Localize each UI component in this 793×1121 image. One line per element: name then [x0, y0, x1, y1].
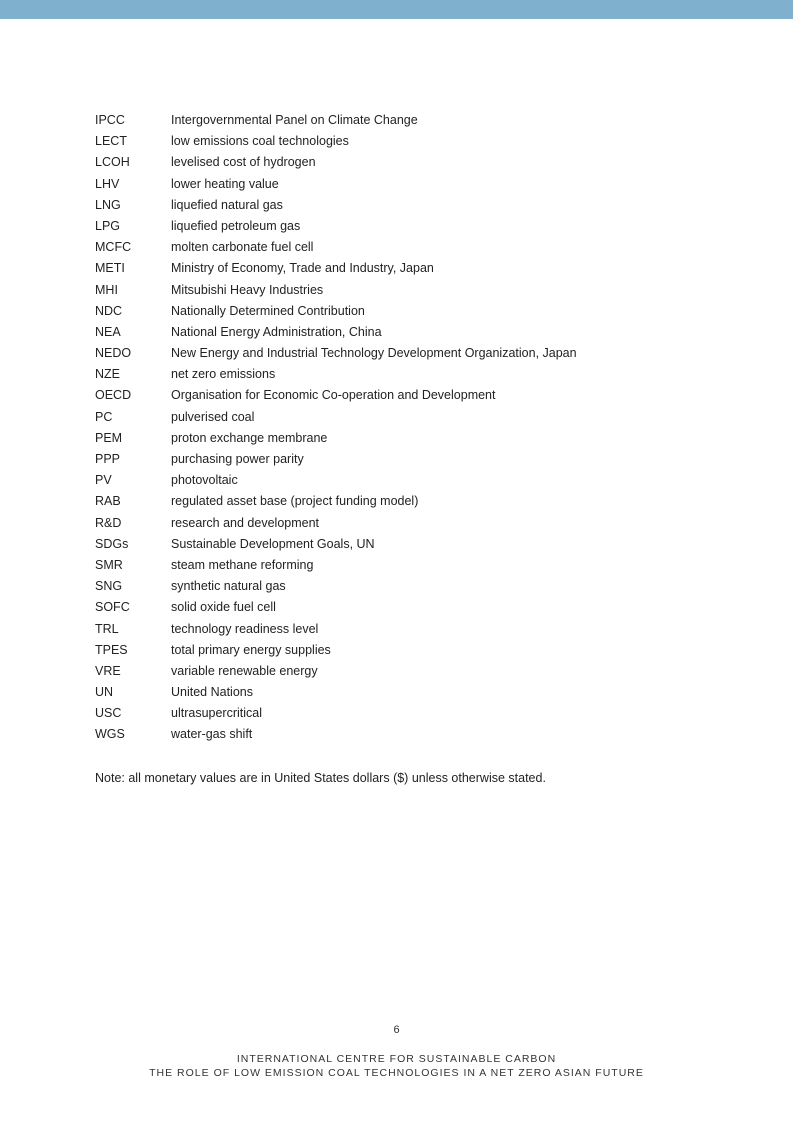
abbreviation-row: [95, 491, 735, 512]
abbreviation-definition: photovoltaic: [171, 473, 238, 488]
header-band: [0, 0, 793, 19]
abbreviation-definition: Ministry of Economy, Trade and Industry, Japan: [171, 261, 434, 276]
abbreviation-row: [95, 174, 735, 195]
abbreviation-definition: research and development: [171, 515, 320, 530]
abbreviation-definition: Organisation for Economic Co-operation and Development: [171, 388, 496, 403]
abbreviation-definition: liquefied petroleum gas: [171, 218, 301, 233]
abbreviation-term: R&D: [95, 515, 122, 530]
abbreviation-definition: net zero emissions: [171, 367, 276, 382]
footer-organization: INTERNATIONAL CENTRE FOR SUSTAINABLE CARBON: [236, 1053, 557, 1065]
abbreviation-definition: United Nations: [171, 685, 253, 700]
abbreviation-row: [95, 513, 735, 534]
abbreviation-term: LECT: [95, 134, 127, 149]
abbreviation-row: [95, 131, 735, 152]
abbreviation-term: PEM: [95, 430, 123, 445]
abbreviation-definition: steam methane reforming: [171, 557, 314, 572]
abbreviation-row: [95, 576, 735, 597]
abbreviation-row: [95, 195, 735, 216]
abbreviation-term: NEA: [95, 324, 121, 339]
abbreviation-definition: Sustainable Development Goals, UN: [171, 536, 375, 551]
abbreviation-definition: levelised cost of hydrogen: [171, 155, 316, 170]
abbreviation-row: [95, 640, 735, 661]
abbreviation-row: [95, 534, 735, 555]
abbreviation-term: TRL: [95, 621, 119, 636]
abbreviation-term: LHV: [95, 176, 120, 191]
abbreviation-row: [95, 724, 735, 745]
abbreviation-term: PC: [95, 409, 113, 424]
abbreviation-row: [95, 619, 735, 640]
abbreviation-row: [95, 470, 735, 491]
abbreviation-row: [95, 258, 735, 279]
abbreviation-row: [95, 703, 735, 724]
abbreviation-term: TPES: [95, 642, 128, 657]
abbreviation-row: [95, 322, 735, 343]
abbreviation-row: [95, 110, 735, 131]
page-number: 6: [393, 1024, 400, 1036]
abbreviation-term: IPCC: [95, 113, 125, 127]
abbreviation-definition: National Energy Administration, China: [171, 324, 382, 339]
footer-report-title: THE ROLE OF LOW EMISSION COAL TECHNOLOGIES IN A NET ZERO ASIAN FUTURE: [149, 1067, 644, 1079]
abbreviation-definition: solid oxide fuel cell: [171, 600, 276, 615]
abbreviation-term: METI: [95, 261, 125, 276]
abbreviation-term: USC: [95, 706, 122, 721]
abbreviation-definition: total primary energy supplies: [171, 642, 331, 657]
abbreviation-row: [95, 237, 735, 258]
abbreviation-term: SMR: [95, 557, 123, 572]
abbreviation-term: VRE: [95, 663, 121, 678]
abbreviation-row: [95, 555, 735, 576]
abbreviation-definition: New Energy and Industrial Technology Development Organization, Japan: [171, 346, 577, 361]
abbreviation-row: [95, 385, 735, 406]
abbreviation-term: PPP: [95, 452, 121, 466]
abbreviation-definition: liquefied natural gas: [171, 197, 283, 212]
abbreviation-definition: Nationally Determined Contribution: [171, 303, 365, 318]
abbreviation-term: UN: [95, 685, 114, 700]
abbreviation-definition: regulated asset base (project funding model): [171, 494, 419, 509]
abbreviation-row: [95, 152, 735, 173]
abbreviation-row: [95, 343, 735, 364]
abbreviation-row: [95, 428, 735, 449]
abbreviation-definition: Mitsubishi Heavy Industries: [171, 282, 324, 297]
abbreviation-term: SDGs: [95, 536, 129, 551]
abbreviation-row: [95, 301, 735, 322]
abbreviation-definition: ultrasupercritical: [171, 706, 263, 721]
abbreviation-term: MHI: [95, 282, 118, 297]
abbreviation-definition: water-gas shift: [171, 727, 253, 742]
abbreviation-term: NEDO: [95, 346, 132, 361]
abbreviation-row: [95, 449, 735, 470]
abbreviation-row: [95, 682, 735, 703]
monetary-note: Note: all monetary values are in United States dollars ($) unless otherwise stated.: [95, 771, 546, 785]
abbreviation-definition: purchasing power parity: [171, 452, 304, 466]
abbreviations-list: [95, 110, 735, 746]
abbreviation-definition: molten carbonate fuel cell: [171, 240, 314, 255]
abbreviation-definition: technology readiness level: [171, 621, 319, 636]
abbreviation-definition: lower heating value: [171, 176, 279, 191]
abbreviation-row: [95, 364, 735, 385]
abbreviation-row: [95, 280, 735, 301]
abbreviation-definition: synthetic natural gas: [171, 579, 286, 594]
abbreviation-term: SOFC: [95, 600, 130, 615]
abbreviation-definition: proton exchange membrane: [171, 430, 328, 445]
abbreviation-term: LPG: [95, 218, 121, 233]
abbreviation-definition: low emissions coal technologies: [171, 134, 349, 149]
abbreviation-term: PV: [95, 473, 112, 488]
abbreviation-term: MCFC: [95, 240, 132, 255]
abbreviation-row: [95, 661, 735, 682]
abbreviation-definition: Intergovernmental Panel on Climate Change: [171, 113, 418, 127]
abbreviation-term: LCOH: [95, 155, 130, 170]
abbreviation-term: LNG: [95, 197, 121, 212]
abbreviation-term: NZE: [95, 367, 120, 382]
abbreviation-row: [95, 597, 735, 618]
abbreviation-term: OECD: [95, 388, 132, 403]
abbreviation-row: [95, 216, 735, 237]
footer: [0, 1052, 793, 1080]
abbreviation-term: RAB: [95, 494, 121, 509]
abbreviation-term: WGS: [95, 727, 125, 742]
abbreviation-term: SNG: [95, 579, 123, 594]
abbreviation-row: [95, 407, 735, 428]
abbreviation-definition: variable renewable energy: [171, 663, 318, 678]
abbreviation-term: NDC: [95, 303, 123, 318]
abbreviation-definition: pulverised coal: [171, 409, 255, 424]
